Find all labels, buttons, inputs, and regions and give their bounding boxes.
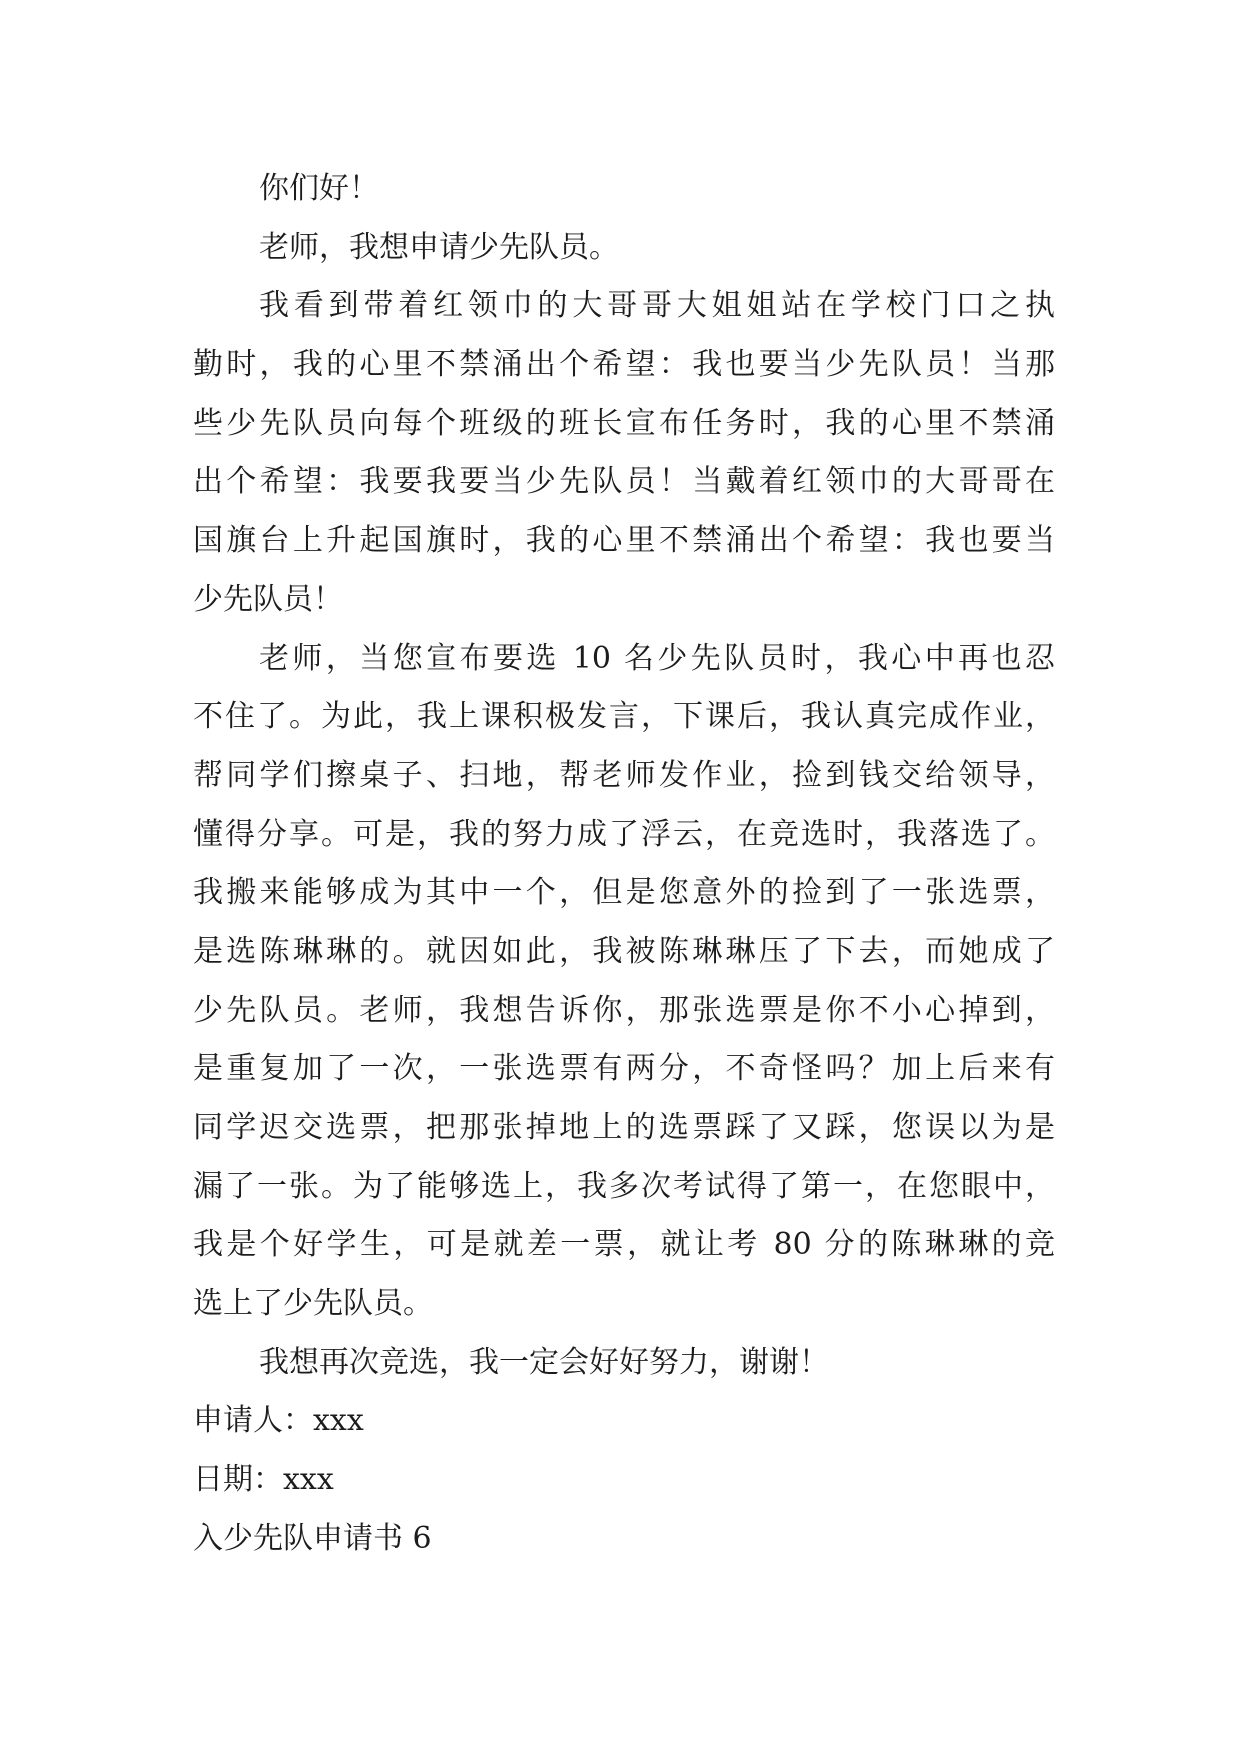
paragraph-line: 些少先队员向每个班级的班长宣布任务时，我的心里不禁涌 <box>193 405 1055 441</box>
next-document-title: 入少先队申请书 6 <box>193 1520 432 1556</box>
paragraph-line: 国旗台上升起国旗时，我的心里不禁涌出个希望：我也要当 <box>193 523 1055 559</box>
paragraphs <box>193 160 1055 1392</box>
paragraph-line: 我搬来能够成为其中一个，但是您意外的捡到了一张选票， <box>193 875 1055 911</box>
paragraph-line: 我想再次竞选，我一定会好好努力，谢谢！ <box>259 1344 829 1380</box>
paragraph <box>193 630 1055 1334</box>
paragraph-line: 出个希望：我要我要当少先队员！当戴着红领巾的大哥哥在 <box>193 464 1055 500</box>
letter-body <box>193 160 1055 1569</box>
paragraph-line: 你们好！ <box>259 171 379 206</box>
paragraph-line: 是选陈琳琳的。就因如此，我被陈琳琳压了下去，而她成了 <box>193 933 1055 969</box>
paragraph-line: 漏了一张。为了能够选上，我多次考试得了第一，在您眼中， <box>193 1168 1055 1204</box>
paragraph-line: 帮同学们擦桌子、扫地，帮老师发作业，捡到钱交给领导， <box>193 757 1055 793</box>
paragraph-line: 少先队员！ <box>193 581 343 617</box>
paragraph-line: 我是个好学生，可是就差一票，就让考 80 分的陈琳琳的竞 <box>193 1227 1055 1263</box>
paragraph-line: 选上了少先队员。 <box>193 1286 433 1322</box>
date-line: 日期：xxx <box>193 1462 334 1498</box>
applicant-line: 申请人：xxx <box>193 1403 364 1439</box>
paragraph-line: 老师，当您宣布要选 10 名少先队员时，我心中再也忍 <box>259 640 1055 676</box>
paragraph-line: 懂得分享。可是，我的努力成了浮云，在竞选时，我落选了。 <box>193 816 1055 852</box>
paragraph-line: 是重复加了一次，一张选票有两分，不奇怪吗？加上后来有 <box>193 1051 1055 1087</box>
paragraph-line: 同学迟交选票，把那张掉地上的选票踩了又踩，您误以为是 <box>193 1110 1055 1145</box>
paragraph <box>193 277 1055 629</box>
paragraph-line: 不住了。为此，我上课积极发言，下课后，我认真完成作业， <box>193 699 1055 735</box>
paragraph <box>193 1334 1055 1393</box>
paragraph-line: 少先队员。老师，我想告诉你，那张选票是你不小心掉到， <box>193 992 1055 1028</box>
paragraph-line: 老师，我想申请少先队员。 <box>259 229 619 265</box>
paragraph <box>193 219 1055 278</box>
paragraph-line: 我看到带着红领巾的大哥哥大姐姐站在学校门口之执 <box>259 288 1055 324</box>
paragraph <box>193 160 1055 219</box>
paragraph-line: 勤时，我的心里不禁涌出个希望：我也要当少先队员！当那 <box>193 347 1055 383</box>
